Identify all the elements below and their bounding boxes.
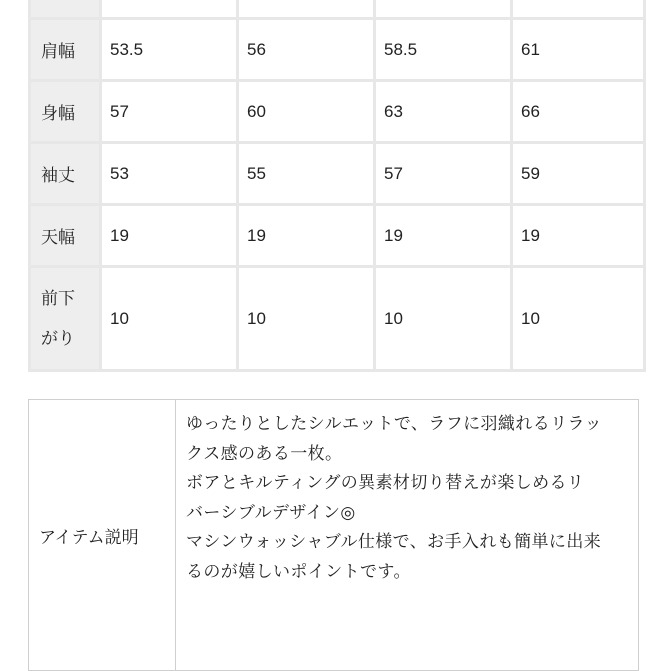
- description-line: ボアとキルティングの異素材切り替えが楽しめるリ: [186, 473, 585, 493]
- item-description-table: [28, 399, 639, 671]
- size-cell: [239, 0, 373, 17]
- table-row: [31, 144, 643, 203]
- table-row: [29, 400, 639, 671]
- size-table: [28, 0, 646, 372]
- row-header: [31, 0, 99, 17]
- size-cell: 53: [102, 144, 236, 203]
- item-description-body: [176, 400, 639, 671]
- description-line: バーシブルデザイン◎: [186, 502, 356, 523]
- row-header-line: 前下: [41, 288, 75, 309]
- size-cell: 10: [102, 268, 236, 369]
- size-cell: 56: [239, 20, 373, 79]
- size-cell: 19: [376, 206, 510, 265]
- row-header: 袖丈: [31, 144, 99, 203]
- size-cell: 57: [102, 82, 236, 141]
- table-row: [31, 82, 643, 141]
- size-cell: 19: [102, 206, 236, 265]
- row-header: 身幅: [31, 82, 99, 141]
- description-line: るのが嬉しいポイントです。: [186, 561, 411, 582]
- size-cell: 57: [376, 144, 510, 203]
- size-cell: 66: [513, 82, 643, 141]
- size-cell: 19: [513, 206, 643, 265]
- table-row: [31, 0, 643, 17]
- table-row: [31, 268, 643, 369]
- row-header: 天幅: [31, 206, 99, 265]
- size-cell: 60: [239, 82, 373, 141]
- size-cell: 63: [376, 82, 510, 141]
- description-line: マシンウォッシャブル仕様で、お手入れも簡単に出来: [186, 532, 602, 552]
- description-line: クス感のある一枚。: [186, 443, 343, 464]
- table-row: [31, 20, 643, 79]
- row-header: 肩幅: [31, 20, 99, 79]
- size-cell: 10: [513, 268, 643, 369]
- size-cell: 61: [513, 20, 643, 79]
- size-cell: [513, 0, 643, 17]
- item-description-label: アイテム説明: [29, 400, 176, 671]
- size-cell: 58.5: [376, 20, 510, 79]
- size-cell: [102, 0, 236, 17]
- description-line: ゆったりとしたシルエットで、ラフに羽織れるリラッ: [186, 414, 602, 434]
- size-cell: [376, 0, 510, 17]
- row-header-line: がり: [41, 328, 75, 349]
- table-row: [31, 206, 643, 265]
- size-cell: 55: [239, 144, 373, 203]
- size-cell: 10: [376, 268, 510, 369]
- size-cell: 53.5: [102, 20, 236, 79]
- row-header: [31, 268, 99, 369]
- size-cell: 10: [239, 268, 373, 369]
- size-cell: 59: [513, 144, 643, 203]
- size-cell: 19: [239, 206, 373, 265]
